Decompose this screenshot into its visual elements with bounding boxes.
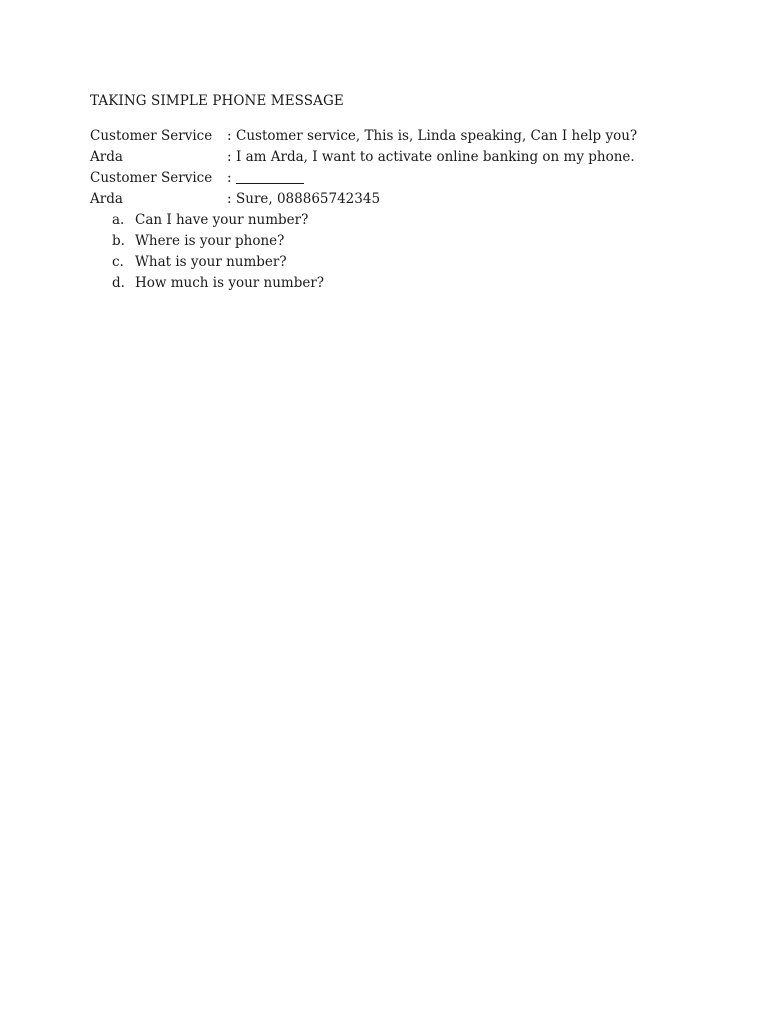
answer-option	[90, 252, 750, 273]
option-text: Where is your phone?	[135, 233, 285, 249]
dialogue-line	[90, 126, 750, 147]
option-text: How much is your number?	[135, 275, 325, 291]
option-text: What is your number?	[135, 254, 287, 270]
option-text: Can I have your number?	[135, 212, 309, 228]
dialogue	[90, 126, 750, 294]
dialogue-line	[90, 189, 750, 210]
dialogue-text: I am Arda, I want to activate online banking on my phone.	[236, 149, 635, 165]
answer-option	[90, 273, 750, 294]
option-letter: c.	[112, 254, 124, 270]
colon: :	[227, 191, 232, 207]
answer-blank-line	[236, 168, 750, 189]
option-letter: d.	[112, 275, 125, 291]
speaker-label: Arda	[90, 191, 123, 207]
dialogue-line	[90, 147, 750, 168]
answer-option	[90, 231, 750, 252]
colon: :	[227, 128, 232, 144]
colon: :	[227, 149, 232, 165]
speaker-label: Arda	[90, 149, 123, 165]
speaker-label: Customer Service	[90, 128, 213, 144]
dialogue-line	[90, 168, 750, 189]
answer-option	[90, 210, 750, 231]
speaker-label: Customer Service	[90, 170, 213, 186]
option-letter: a.	[112, 212, 125, 228]
dialogue-text: Sure, 088865742345	[236, 191, 381, 207]
option-letter: b.	[112, 233, 125, 249]
blank-underline	[236, 168, 304, 184]
document-title: TAKING SIMPLE PHONE MESSAGE	[90, 93, 344, 109]
answer-options	[90, 210, 750, 294]
dialogue-text: Customer service, This is, Linda speaking, Can I help you?	[236, 128, 638, 144]
colon: :	[227, 170, 232, 186]
